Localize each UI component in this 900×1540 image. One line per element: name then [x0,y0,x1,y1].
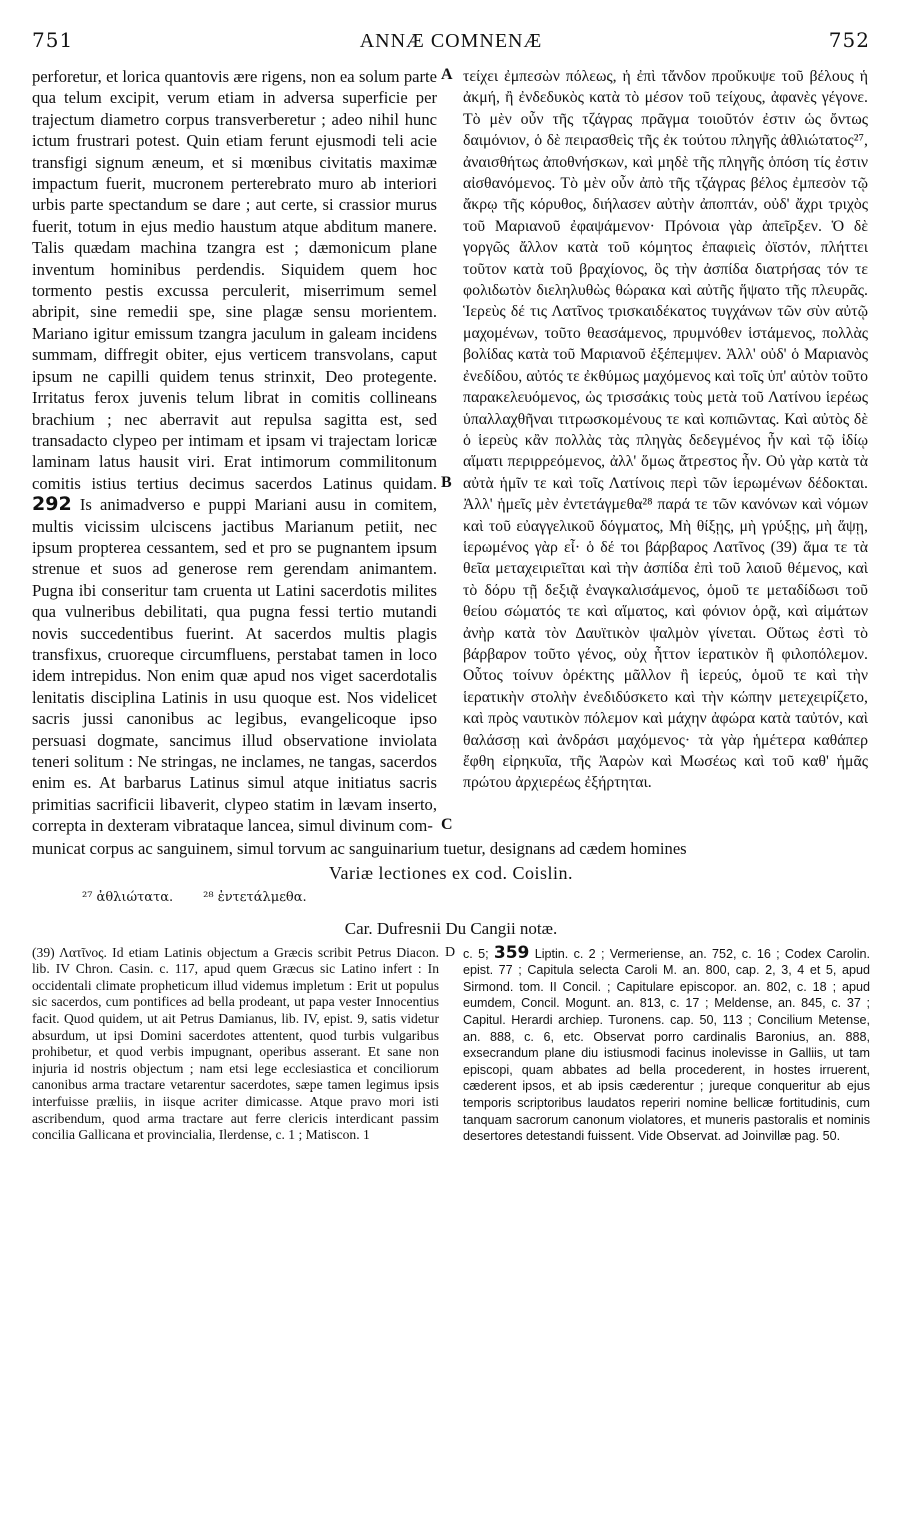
note-right-prefix: c. 5; [463,946,489,961]
notes-left-column [32,945,439,1145]
margin-marker-b: B [441,474,452,491]
variant-readings-title: Variæ lectiones ex cod. Coislin. [329,862,573,883]
notes-title: Car. Dufresnii Du Cangii notæ. [344,918,558,938]
notes-right-column [445,942,871,1145]
greek-text: τείχει ἐμπεσὼν πόλεως, ἡ ἐπὶ τἄνδον προὔκυψε τοῦ βέλους ἡ ἀκμή, ἢ ἐνδεδυκὸς κατὰ τὸ μέσον τοῦ τείχους, ἀφανὲς γέγονε. Τὸ μὲν οὖν τῆς τζάγρας πρᾶγμα τοιοῦτόν ἐστιν ὡς ὄντως δαιμόνιον, ὁ δὲ πειρασθεὶς τῆς ἐκ τούτου πληγῆς ἀθλιώτατος²⁷, ἀναισθήτως ἀποθνήσκων, καὶ μηδὲ τῆς πληγῆς ὁπόση τίς ἐστιν αἰσθανόμενος. Τὸ μὲν οὖν ἀπὸ τῆς τζάγρας βέλος ἐμπεσὸν τῷ ἄκρῳ τῆς κόρυθος, διήλασεν αὐτὴν ἀποπτάν, οὐδ' ἄχρι τριχὸς τοῦ Μαριανοῦ ἐφαψάμενον· Πρόνοια γὰρ ἀπεῖρξεν. Ὁ δὲ γοργῶς ἄλλον κατὰ τοῦ κόμητος ἐπαφιεὶς ὀϊστόν, πλήττει τοῦτον κατὰ τοῦ βραχίονος, ὃς τὴν ἀσπίδα διατρήσας τόν τε φολιδωτὸν διεληλυθὼς θώρακα καὶ αὐτῆς ἥψατο τῆς πλευρᾶς. Ἱερεὺς δέ τις Λατῖνος τρισκαιδέκατος τυγχάνων τῶν σὺν αὐτῷ μαχομένων, τοῦτο θεασάμενος, πρυμνόθεν ἱστάμενος, πολλὰς βολίδας κατὰ τοῦ Μαριανοῦ ἐξέπεμψεν. Ἀλλ' οὐδ' ὁ Μαριανὸς ἐνεδίδου, αὐτός τε ἐκθύμως μαχόμενος καὶ τοῖς ὑπ' αὐτὸν τοῦτο παρακελευόμενος, ὡς τρισσάκις τοὺς μετὰ τοῦ Λατίνου ἱερέως ὑπαλλαχθῆναι τιτρωσκομένους τε καὶ κοπιῶντας. Καὶ αὐτὸς δὲ ὁ ἱερεὺς κἂν πολλὰς τὰς πληγὰς δεδεγμένος ἦν καὶ τῷ ἰδίῳ αἵματι περιρρεόμενος, ἀλλ' ὅμως ἄτρεστος ἦν. Οὐ γὰρ κατὰ τὰ αὐτὰ ἡμῖν τε καὶ τοῖς Λατίνοις περὶ τῶν ἱερωμένων δέδοκται. Ἀλλ' ἡμεῖς μὲν ἐντετάγμεθα²⁸ παρά τε τῶν κανόνων καὶ νόμων καὶ τοῦ εὐαγγελικοῦ δόγματος, Μὴ θίξῃς, μὴ γρύξῃς, μὴ ἅψῃ, ἱερωμένος γὰρ εἶ· ὁ δέ τοι βάρβαρος Λατῖνος (39) ἅμα τε τὰ θεῖα μεταχειριεῖται καὶ τὴν ἀσπίδα ἐπὶ τοῦ λαιοῦ θέμενος, καὶ τὸ δόρυ τῇ δεξιᾷ ἐναγκαλισάμενος, ὁμοῦ τε μεταδίδωσι τοῦ θείου σώματός τε καὶ αἵματος, καὶ φόνιον ὁρᾷ, καὶ αἱμάτων ἀνὴρ κατὰ τὸν Δαυϊτικὸν ψαλμὸν γίνεται. Οὕτως ἐστὶ τὸ βάρβαρον τοῦτο γένος, οὐχ ἧττον ἱερατικὸν ἢ φιλοπόλεμον. Οὗτος τοίνυν ὀρέκτης μᾶλλον ἢ ἱερεύς, ὁμοῦ τε καὶ τὴν ἱερατικὴν στολὴν ἐνεδιδύσκετο καὶ τὴν κώπην μετεχειρίζετο, καὶ πρὸς ναυτικὸν πόλεμον καὶ μάχην ἀφώρα κατὰ ταὐτόν, καὶ θαλάσσῃ καὶ ἀνδράσι μαχόμενος· τὰ γὰρ ἡμέτερα καθάπερ ἔφθη εἰρηκυῖα, τῆς Ἀαρὼν καὶ Μωσέως καὶ τοῦ καθ' ἡμᾶς πρώτου ἀρχιερέως ἐξήρτηται. [463,68,868,792]
variant-28: ²⁸ ἐντετάλμεθα. [203,889,307,905]
latin-column [32,66,437,837]
margin-marker-a: A [441,66,453,83]
text-columns [32,66,870,837]
page-number-right: 752 [828,28,870,52]
variant-27: ²⁷ ἀθλιώτατα. [82,889,174,905]
note-section-number: 359 [493,942,530,963]
latin-text [32,66,437,837]
page-number-left: 751 [32,28,74,52]
latin-text-part1: perforetur, et lorica quantovis ære rigens, non ea solum parte qua telum excipit, verum etiam in adversa superficie per trajectum diametro corpus transverberetur ; adeo nihil hunc ictum frustrari potest. Quin etiam ferunt ejusmodi teli acie transfigi signum æneum, et si mœnibus civitatis maximæ impactum fuerit, mucronem perterebrato muro ab interiori urbis parte spectandum se dare ; aut certe, si crassior murus fuerit, totum in ejus medio haustum atque abditum manere. Talis quædam machina tzangra est ; dæmonicum plane inventum hominibus perdendis. Siquidem quem hoc tormento pestis excussa perculerit, miserrimum semel abripit, sine remedii spe, sine plagæ sensu morientem. Mariano igitur emissum tzangra jaculum in galeam incidens summam, diffregit obiter, ejus verticem transvolans, caput ipsum ne capilli quidem tenus strinxit, Deo protegente. Irritatus ferox juvenis telum librat in comitis collineans brachium ; nec aberravit aut repulsa sagitta est, sed transadacto clypeo per intimam et ipsam vi trajectam loricæ laminam latus hausit viri. Erat intimorum commilitonum comitis istius tertius decimus sacerdos Latinus quidam. [32,67,437,493]
section-number: 292 [32,493,72,516]
note-39-continuation [463,942,871,1145]
latin-text-part2: Is animadverso e puppi Mariani ausu in comitem, multis vicissim ulciscens jactibus Marianum petiit, nec ipsum propterea cessantem, sed et pro se pugnantem ipsum strenue et suos ad generose rem gerendam animantem. Pugna ibi conseritur tam cruenta ut Latini sacerdotis milites qua vulneribus debilitati, qua pugna fessi tertio mutandi novis succedentibus fuerint. At sacerdos multis plagis transfixus, cruoreque circumfluens, perstabat tamen in loco idem intrepidus. Non enim quæ apud nos viget sacerdotalis lenitatis disciplina Latinis in usu quoque est. Nos videlicet sacris jussi canonibus ac legibus, evangelicoque ipso persuasi dogmate, sancimus illud observatione inviolata teneri solitum : Ne stringas, ne inclames, ne tangas, sacerdos enim es. At barbarus Latinus simul atque initiatus sacris primitias sacrificii libaverit, clypeo statim in lævam inserto, correpta in dexteram vibrataque lancea, simul divinum com- [32,495,437,836]
latin-continuation-line: municat corpus ac sanguinem, simul torvum ac sanguinarium tuetur, designans ad cædem homines [32,838,687,858]
margin-marker-d: D [445,944,456,960]
page-header [32,28,870,58]
notes-columns [32,942,871,1145]
margin-marker-c: C [441,816,453,833]
variant-readings [82,890,870,905]
note-39-text: (39) Λατῖνος. Id etiam Latinis objectum a Græcis scribit Petrus Diacon. lib. IV Chron. Casin. c. 117, apud quem Græcus sic Latino infert : In occidentali climate propheticum illud videmus impletum : Erit ut populus sic sacerdos, cum pontifices ad bella prodeant, ut papa vester Innocentius facit. Quod quidem, ut ait Petrus Damianus, lib. IV, epist. 9, satis videtur absurdum, ut ipsi Domini sacerdotes attentent, quod turbis vulgaribus prohibetur, et quod verbis impugnant, operibus asserant. Et sane non injuria id nostris objectum ; nam etsi lege ecclesiastica et conciliorum canonibus arma tractare vetarentur sacerdotes, sæpe tamen legimus ipsis interfuisse præliis, in iisque acriter dimicasse. Atque pravo mori isti ascribendum, quod arma tractare aut ferre clericis interdicant passim concilia Gallicana et provincialia, Ilerdense, c. 1 ; Matiscon. 1 [32,944,439,1143]
running-title: ANNÆ COMNENÆ [359,30,543,52]
note-right-text: Liptin. c. 2 ; Vermeriense, an. 752, c. 16 ; Codex Carolin. epist. 77 ; Capitula selecta Caroli M. an. 800, cap. 2, 3, 4 et 5, apud Sirmond. tom. II Concil. ; Capitulare episcopor. an. 802, c. 18 ; apud eumdem, Concil. Mogunt. an. 813, c. 17 ; Meldense, an. 845, c. 37 ; Capitul. Herardi archiep. Turonens. cap. 50, 113 ; Concilium Metense, an. 888, c. 6, etc. Observat porro cardinalis Baronius, an. 888, exsecrandum plane diu istiusmodi facinus inolevisse in Galliis, ut tam episcopi, quam abbates ad bella procederent, in hostes irruerent, cæderent ipsos, et ab ipsis cæderentur ; jureque conqueritur ab ejus temporis scriptoribus laudatos reperiri nomine bellicæ fortitudinis, cum tanquam sacrorum canonum violatores, et muneris pastoralis et nominis desertores detestandi fuissent. Vide Observat. ad Joinvillæ pag. 50. [463,946,871,1144]
greek-column [441,66,868,837]
